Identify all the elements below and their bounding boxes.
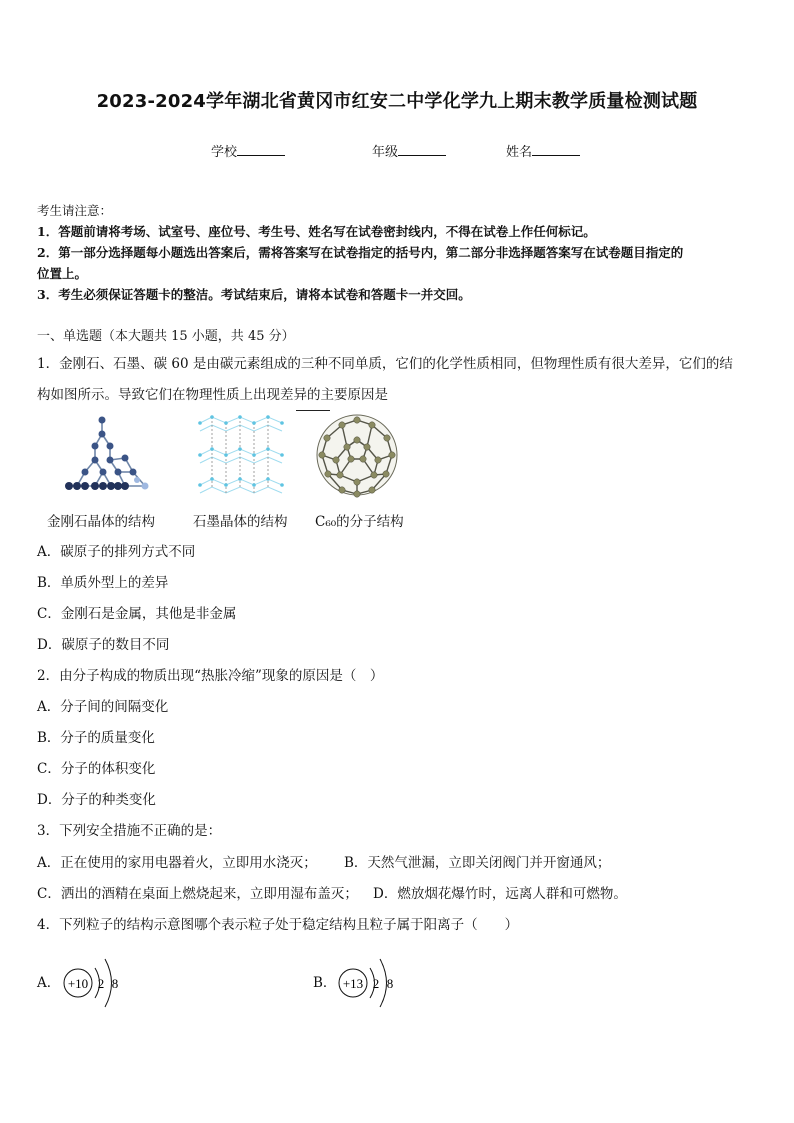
question-3-option-a: A．正在使用的家用电器着火，立即用水浇灭； <box>37 855 317 871</box>
school-blank <box>237 143 285 156</box>
question-1-option-d: D．碳原子的数目不同 <box>37 637 170 653</box>
question-2-option-d: D．分子的种类变化 <box>37 792 156 808</box>
question-4-option-a-diagram <box>60 950 135 1016</box>
name-label: 姓名 <box>506 145 533 160</box>
option-b-shell1-electrons: 2 <box>372 976 380 991</box>
question-3-option-d: D．燃放烟花爆竹时，远离人群和可燃物。 <box>373 886 627 902</box>
question-2-option-c: C．分子的体积变化 <box>37 761 156 777</box>
question-1-stem-cont: 构如图所示。导致它们在物理性质上出现差异的主要原因是 <box>37 387 388 403</box>
question-3-option-c: C．洒出的酒精在桌面上燃烧起来，立即用湿布盖灭； <box>37 886 358 902</box>
question-4-option-a-label: A． <box>37 975 61 991</box>
option-a-shell2-electrons: 8 <box>111 976 119 991</box>
question-4-option-b-label: B． <box>313 975 337 991</box>
question-4-stem: 4．下列粒子的结构示意图哪个表示粒子处于稳定结构且粒子属于阳离子（ ） <box>37 917 519 933</box>
note-item: 3．考生必须保证答题卡的整洁。考试结束后，请将本试卷和答题卡一并交回。 <box>37 287 471 302</box>
diamond-structure-image <box>55 410 160 500</box>
grade-label: 年级 <box>372 145 399 160</box>
school-label: 学校 <box>211 145 238 160</box>
diamond-caption: 金刚石晶体的结构 <box>47 514 155 530</box>
name-blank <box>532 143 580 156</box>
note-item: 位置上。 <box>37 266 88 281</box>
question-1-option-b: B．单质外型上的差异 <box>37 575 169 591</box>
school-field <box>211 141 285 160</box>
note-item: 1．答题前请将考场、试室号、座位号、考生号、姓名写在试卷密封线内，不得在试卷上作任何标记。 <box>37 224 596 239</box>
question-2-option-b: B．分子的质量变化 <box>37 730 155 746</box>
section-heading: 一、单选题（本大题共 15 小题，共 45 分） <box>37 329 295 344</box>
question-2-option-a: A．分子间的间隔变化 <box>37 699 169 715</box>
grade-blank <box>398 143 446 156</box>
name-field <box>506 141 580 160</box>
note-item: 2．第一部分选择题每小题选出答案后，需将答案写在试卷指定的括号内，第二部分非选择题答案写在试卷题目指定的 <box>37 245 684 260</box>
graphite-caption: 石墨晶体的结构 <box>193 514 288 530</box>
option-a-shell1-electrons: 2 <box>97 976 105 991</box>
graphite-structure-image <box>196 413 286 498</box>
c60-structure-image <box>312 410 402 500</box>
question-3-option-b: B．天然气泄漏，立即关闭阀门并开窗通风； <box>344 855 611 871</box>
notes-heading: 考生请注意： <box>37 203 113 218</box>
page-title: 2023-2024学年湖北省黄冈市红安二中学化学九上期末教学质量检测试题 <box>96 91 698 112</box>
question-2-stem: 2．由分子构成的物质出现“热胀冷缩”现象的原因是（ ） <box>37 668 384 684</box>
question-1-stem: 1．金刚石、石墨、碳 60 是由碳元素组成的三种不同单质，它们的化学性质相同，但物理性质有很大差异，它们的结 <box>37 356 733 372</box>
option-b-nucleus-charge: +13 <box>342 976 364 991</box>
option-a-nucleus-charge: +10 <box>67 976 89 991</box>
option-b-shell2-electrons: 8 <box>386 976 394 991</box>
c60-caption: C₆₀的分子结构 <box>315 514 404 530</box>
question-3-stem: 3．下列安全措施不正确的是： <box>37 823 222 839</box>
question-1-option-a: A．碳原子的排列方式不同 <box>37 544 196 560</box>
grade-field <box>372 141 446 160</box>
question-1-option-c: C．金刚石是金属，其他是非金属 <box>37 606 237 622</box>
question-4-option-b-diagram <box>335 950 410 1016</box>
